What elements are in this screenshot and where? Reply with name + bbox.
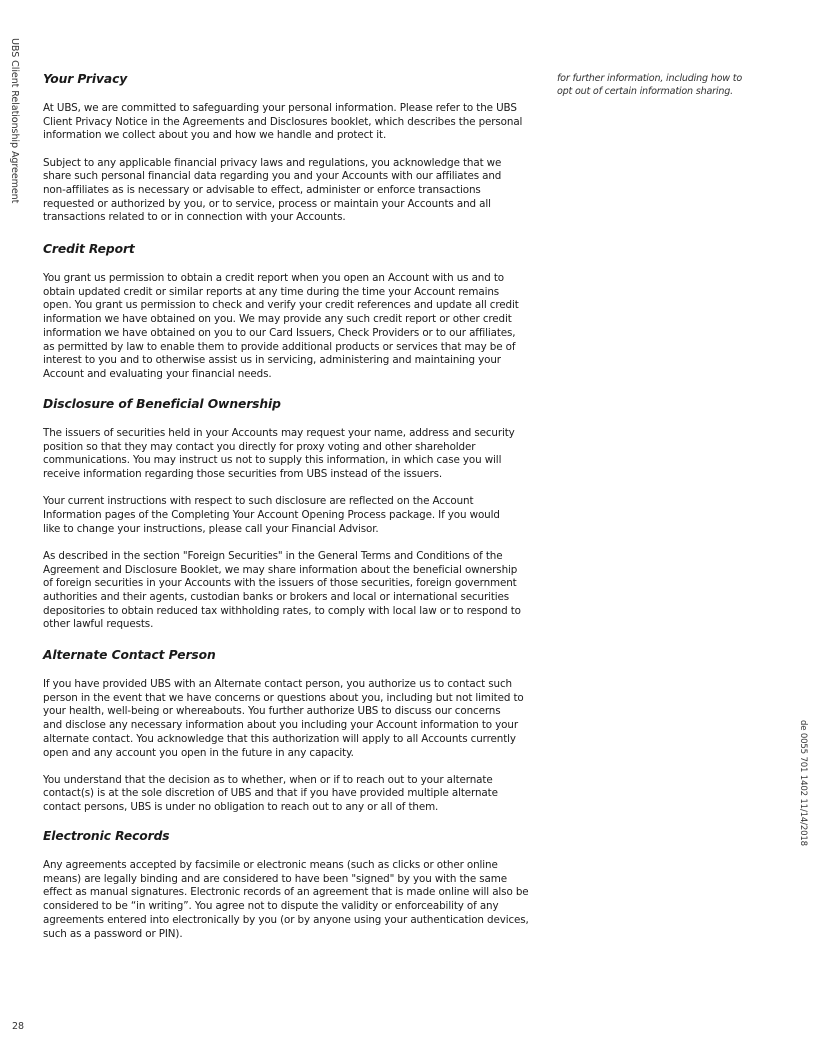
section-alternate-contact-person <box>43 645 543 828</box>
paragraph: If you have provided UBS with an Alternate contact person, you authorize us to contact such person in the event that we have concerns or questions about you, including but not limited to your health, well-being or whereabouts. You further authorize UBS to discuss our concerns and disclose any necessary information about you including your Account information to your alternate contact. You acknowledge that this authorization will apply to all Accounts currently open and any account you open in the future in any capacity. <box>43 678 524 759</box>
section-heading: Your Privacy <box>43 72 128 86</box>
paragraph: The issuers of securities held in your Accounts may request your name, address and security position so that they may contact you directly for proxy voting and other shareholder communications. You may instruct us not to supply this information, in which case you will receive information regarding those securities from UBS instead of the issuers. <box>43 427 515 481</box>
paragraph: Any agreements accepted by facsimile or electronic means (such as clicks or other online means) are legally binding and are considered to have been "signed" by you with the same effect as manual signatures. Electronic records of an agreement that is made online will also be considered to be “in writing”. You agree not to dispute the validity or enforceability of any agreements entered into electronically by you (or by anyone using your authentication devices, such as a password or PIN). <box>43 859 529 940</box>
paragraph: As described in the section "Foreign Securities" in the General Terms and Conditions of the Agreement and Disclosure Booklet, we may share information about the beneficial ownership of foreign securities in your Accounts with the issuers of those securities, foreign government authorities and their agents, custodian banks or brokers and local or international securities depositories to obtain reduced tax withholding rates, to comply with local law or to respond to other lawful requests. <box>43 549 521 631</box>
paragraph: You grant us permission to obtain a credit report when you open an Account with us and to obtain updated credit or similar reports at any time during the time your Account remains open. You grant us permission to check and verify your credit references and update all credit information we have obtained on you. We may provide any such credit report or other credit information we have obtained on you to our Card Issuers, Check Providers or to our affiliates, as permitted by law to enable them to provide additional products or services that may be of interest to you and to otherwise assist us in servicing, administering and maintaining your Account and evaluating your financial needs. <box>43 272 519 380</box>
section-your-privacy <box>43 69 543 239</box>
page-number: 28 <box>12 1021 25 1032</box>
sidenote-text: for further information, including how to opt out of certain information sharing. <box>557 73 743 97</box>
paragraph: Subject to any applicable financial privacy laws and regulations, you acknowledge that we share such personal financial data regarding you and your Accounts with our affiliates and non-affiliates as is necessary or advisable to effect, administer or enforce transactions requested or authorized by you, or to service, process or maintain your Accounts and all transactions related to or in connection with your Accounts. <box>43 156 502 224</box>
sidenote <box>557 72 777 98</box>
paragraph: At UBS, we are committed to safeguarding your personal information. Please refer to the UBS Client Privacy Notice in the Agreements and Disclosures booklet, which describes the personal information we collect about you and how we handle and protect it. <box>43 102 523 142</box>
section-heading: Disclosure of Beneficial Ownership <box>43 397 281 411</box>
section-heading: Alternate Contact Person <box>43 648 216 662</box>
paragraph: Your current instructions with respect to such disclosure are reflected on the Account Information pages of the Completing Your Account Opening Process package. If you would like to change your instructions, please call your Financial Advisor. <box>43 495 500 535</box>
section-credit-report <box>43 239 543 395</box>
document-title-rail: UBS Client Relationship Agreement <box>9 38 20 204</box>
section-heading: Credit Report <box>43 242 135 256</box>
document-code-rail: de 0055 701 1402 11/14/2018 <box>798 720 808 846</box>
paragraph: You understand that the decision as to whether, when or if to reach out to your alternate contact(s) is at the sole discretion of UBS and that if you have provided multiple alternate contact persons, UBS is under no obligation to reach out to any or all of them. <box>43 773 498 814</box>
section-heading: Electronic Records <box>43 829 170 843</box>
section-electronic-records <box>43 826 543 955</box>
section-disclosure-of-beneficial-ownership <box>43 394 543 646</box>
